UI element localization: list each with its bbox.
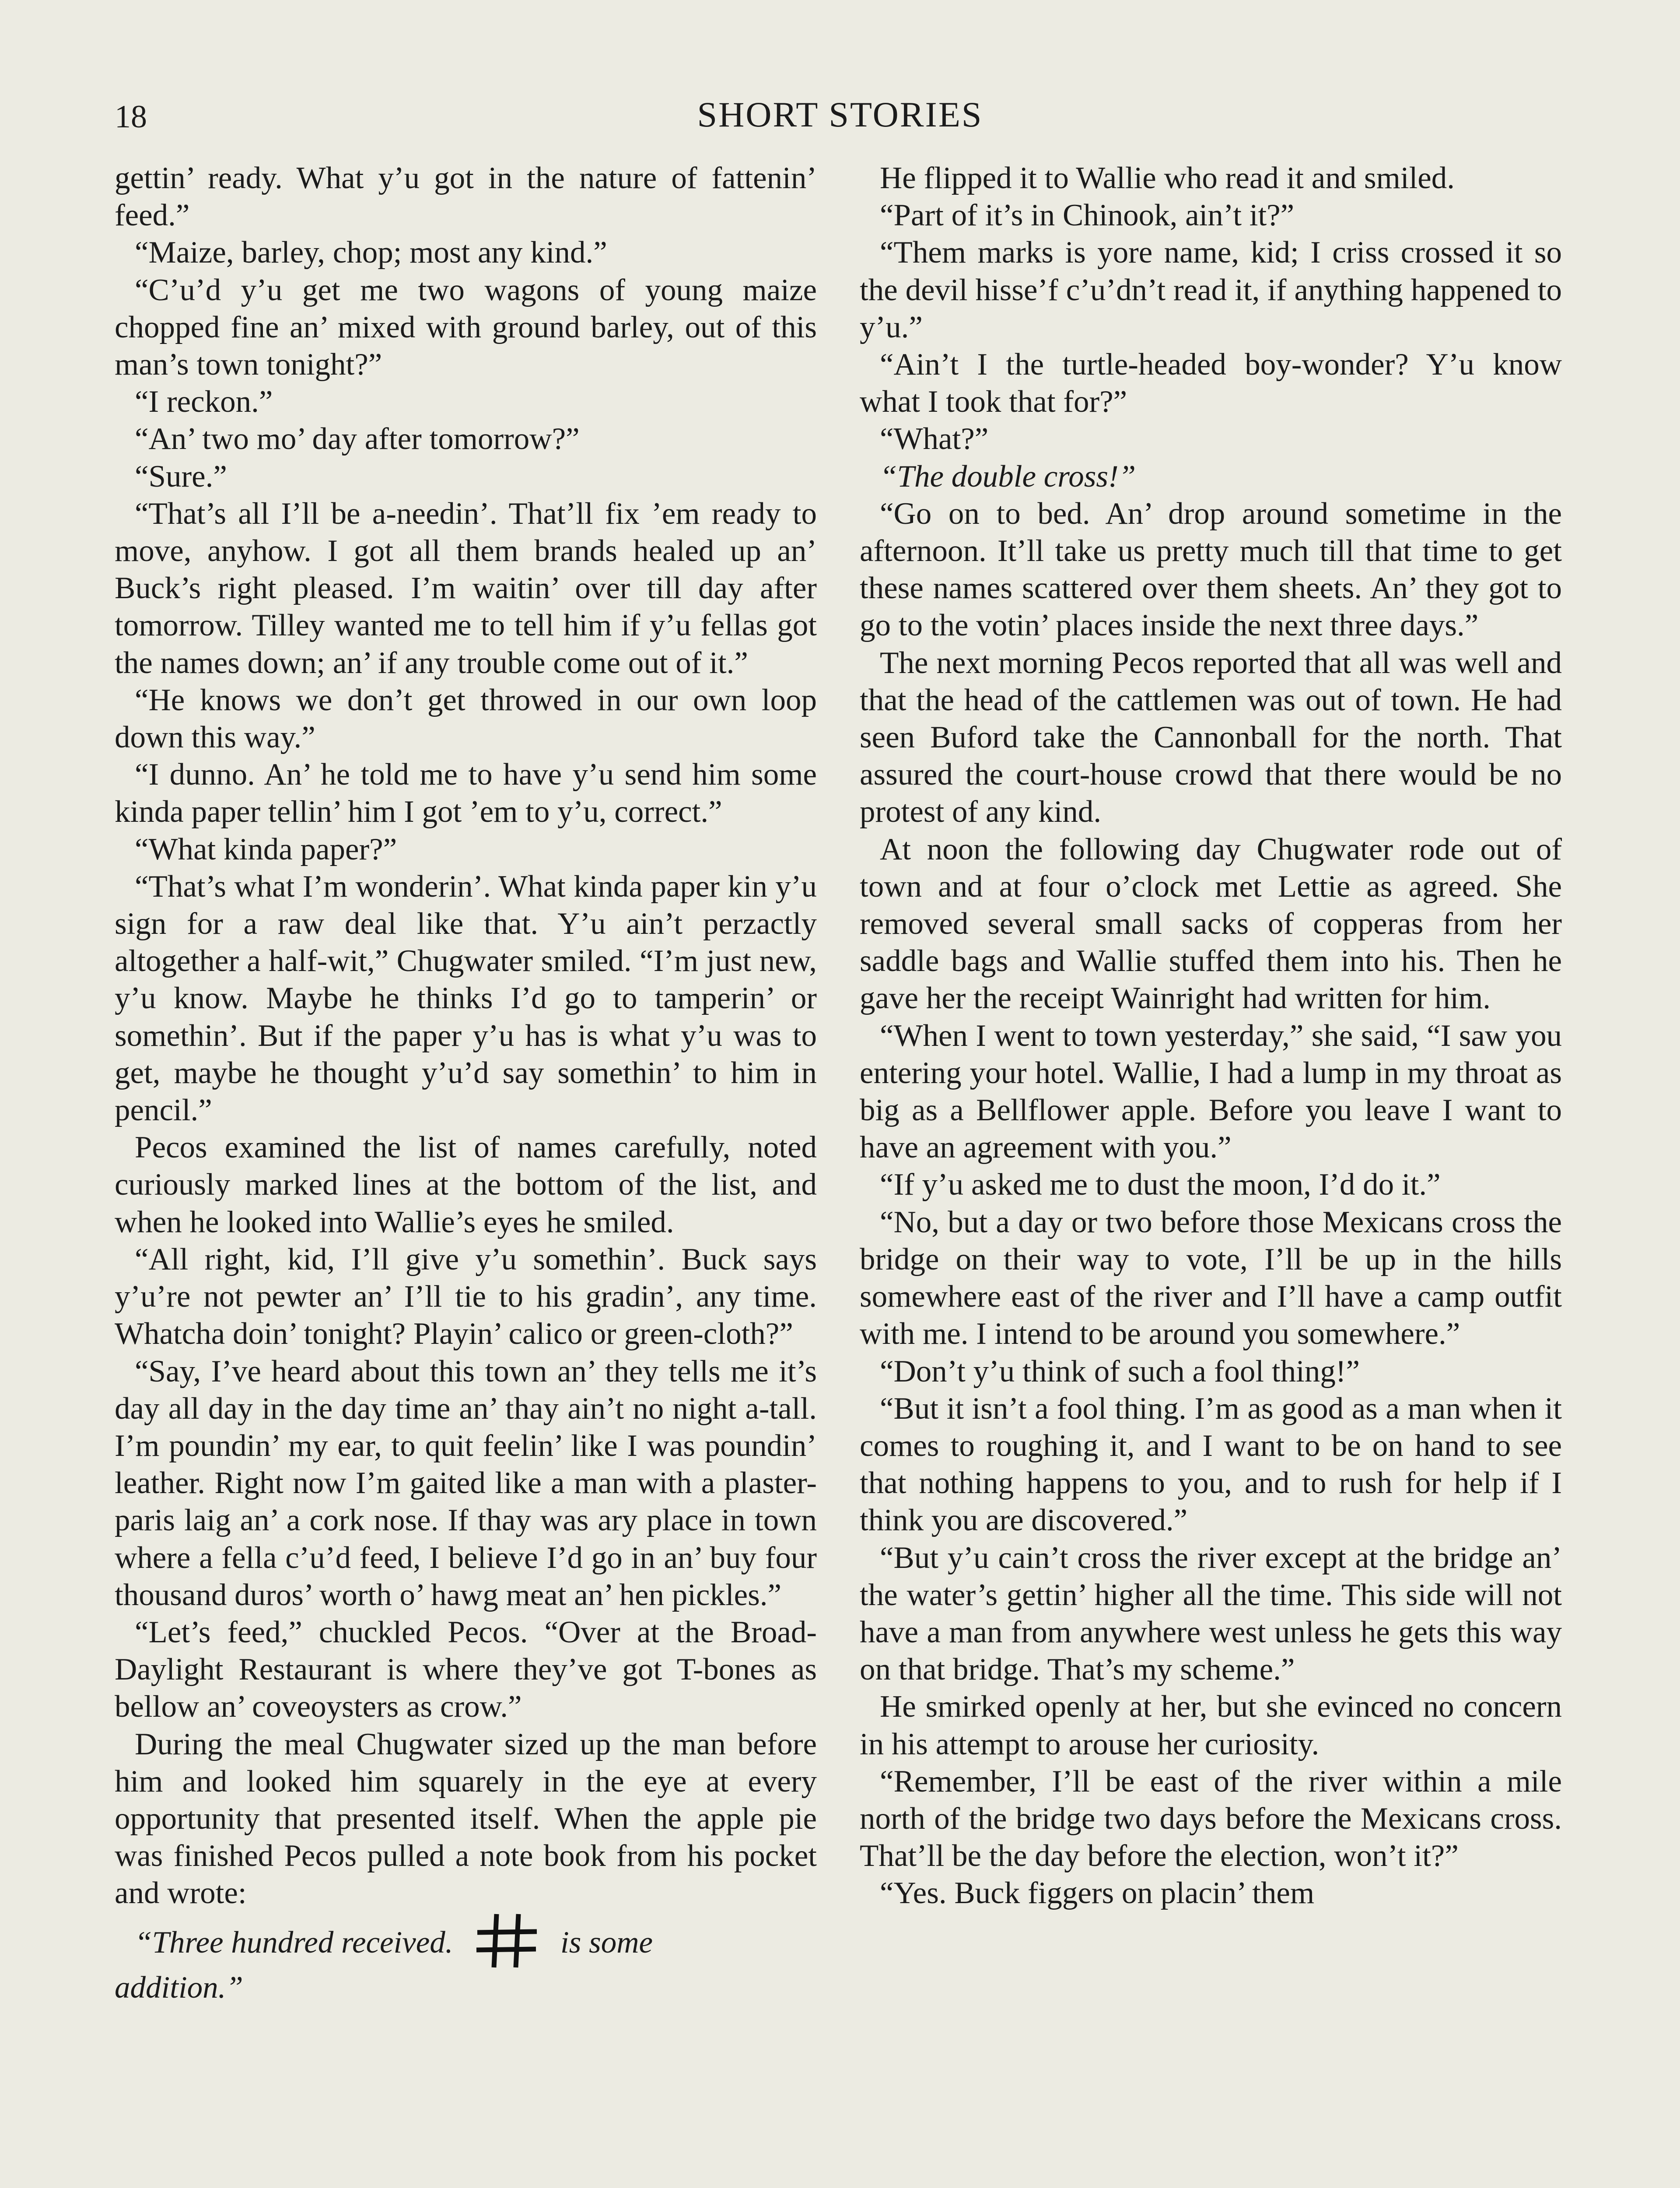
- paragraph: “He knows we don’t get throwed in our own loop down this way.”: [115, 683, 817, 755]
- paragraph: “That’s all I’ll be a-needin’. That’ll fix ’em ready to move, anyhow. I got all them brands healed up an’ Buck’s right pleased. I’m waitin’ over till day after tomorrow. Tilley wanted me to tell him if y’u fellas got the names down; an’ if any trouble come out of it.”: [115, 496, 817, 680]
- paragraph: “C’u’d y’u get me two wagons of young maize chopped fine an’ mixed with ground barley, out of this man’s town tonight?”: [115, 273, 817, 382]
- running-head: SHORT STORIES: [697, 95, 983, 134]
- page-header: [115, 94, 1565, 147]
- paragraph: He flipped it to Wallie who read it and smiled.: [880, 161, 1455, 195]
- paragraph: At noon the following day Chugwater rode out of town and at four o’clock met Lettie as agreed. She removed several small sacks of copperas from her saddle bags and Wallie stuffed them into his. Then he gave her the receipt Wainright had written for him.: [860, 832, 1562, 1016]
- paragraph: “I dunno. An’ he told me to have y’u send him some kinda paper tellin’ him I got ’em to y’u, correct.”: [115, 757, 817, 829]
- paragraph: “Don’t y’u think of such a fool thing!”: [880, 1354, 1360, 1389]
- note-text-last-line: addition.”: [115, 1970, 243, 2005]
- paragraph: “Them marks is yore name, kid; I criss crossed it so the devil hisse’f c’u’dn’t read it, if anything happened to y’u.”: [860, 235, 1562, 344]
- paragraph: “Maize, barley, chop; most any kind.”: [135, 235, 607, 270]
- note-text-end: is some: [560, 1925, 653, 1960]
- paragraph: “Yes. Buck figgers on placin’ them: [880, 1876, 1315, 1911]
- left-column: [115, 160, 817, 2006]
- paragraph: “What kinda paper?”: [135, 832, 397, 866]
- paragraph: “All right, kid, I’ll give y’u somethin’. Buck says y’u’re not pewter an’ I’ll tie to his gradin’, any time. Whatcha doin’ tonight? Playin’ calico or green-cloth?”: [115, 1242, 817, 1351]
- paragraph: “Go on to bed. An’ drop around sometime in the afternoon. It’ll take us pretty much till that time to get these names scattered over them sheets. An’ they got to go to the votin’ places inside the next three days.”: [860, 496, 1562, 643]
- paragraph: “Say, I’ve heard about this town an’ they tells me it’s day all day in the day time an’ thay ain’t no night a-tall. I’m poundin’ my ear, to quit feelin’ like I was poundin’ leather. Right now I’m gaited like a man with a plaster-paris laig an’ a cork nose. If thay was ary place in town where a fella c’u’d feed, I believe I’d go in an’ buy four thousand duros’ worth o’ hawg meat an’ hen pickles.”: [115, 1354, 817, 1612]
- paragraph: “Ain’t I the turtle-headed boy-wonder? Y’u know what I took that for?”: [860, 347, 1562, 419]
- paragraph: “If y’u asked me to dust the moon, I’d do it.”: [880, 1168, 1441, 1202]
- paragraph: “An’ two mo’ day after tomorrow?”: [135, 422, 580, 456]
- paragraph: “That’s what I’m wonderin’. What kinda paper kin y’u sign for a raw deal like that. Y’u ain’t perzactly altogether a half-wit,” Chugwater smiled. “I’m just new, y’u know. Maybe he thinks I’d go to tamperin’ or somethin’. But if the paper y’u has is what y’u was to get, maybe he thought y’u’d say somethin’ to him in pencil.”: [115, 869, 817, 1128]
- paragraph: “No, but a day or two before those Mexicans cross the bridge on their way to vote, I’ll be up in the hills somewhere east of the river and I’ll have a camp outfit with me. I intend to be around you somewhere.”: [860, 1205, 1562, 1351]
- crossed-hash-mark-icon: [474, 1912, 539, 1969]
- paragraph: “Let’s feed,” chuckled Pecos. “Over at the Broad-Daylight Restaurant is where they’ve got T-bones as bellow an’ coveoysters as crow.”: [115, 1615, 817, 1724]
- paragraph: “Sure.”: [135, 459, 227, 494]
- paragraph: “I reckon.”: [135, 385, 273, 419]
- paragraph: “When I went to town yesterday,” she said, “I saw you entering your hotel. Wallie, I had a lump in my throat as big as a Bellflower apple. Before you leave I want to have an agreement with you.”: [860, 1018, 1562, 1165]
- paragraph: The next morning Pecos reported that all was well and that the head of the cattlemen was out of town. He had seen Buford take the Cannonball for the north. That assured the court-house crowd that there would be no protest of any kind.: [860, 645, 1562, 829]
- paragraph: “The double cross!”: [880, 459, 1136, 494]
- paragraph: Pecos examined the list of names carefully, noted curiously marked lines at the bottom of the list, and when he looked into Wallie’s eyes he smiled.: [115, 1130, 817, 1239]
- paragraph: “What?”: [880, 422, 989, 456]
- page-number: 18: [115, 99, 147, 135]
- paragraph: “But y’u cain’t cross the river except at the bridge an’ the water’s gettin’ higher all the time. This side will not have a man from anywhere west unless he gets this way on that bridge. That’s my scheme.”: [860, 1540, 1562, 1687]
- paragraph: “Part of it’s in Chinook, ain’t it?”: [880, 198, 1295, 233]
- note-text: [115, 1912, 817, 1969]
- paragraph: gettin’ ready. What y’u got in the nature of fattenin’ feed.”: [115, 161, 817, 233]
- paragraph: “Remember, I’ll be east of the river within a mile north of the bridge two days before the Mexicans cross. That’ll be the day before the election, won’t it?”: [860, 1764, 1562, 1873]
- paragraph: “But it isn’t a fool thing. I’m as good as a man when it comes to roughing it, and I want to be on hand to see that nothing happens to you, and to rush for help if I think you are discovered.”: [860, 1391, 1562, 1538]
- note-text-start: “Three hundred received.: [135, 1925, 453, 1960]
- paragraph: He smirked openly at her, but she evinced no concern in his attempt to arouse her curiosity.: [860, 1690, 1562, 1761]
- right-column: [860, 160, 1562, 1912]
- paragraph: During the meal Chugwater sized up the man before him and looked him squarely in the eye at every opportunity that presented itself. When the apple pie was finished Pecos pulled a note book from his pocket and wrote:: [115, 1727, 817, 1911]
